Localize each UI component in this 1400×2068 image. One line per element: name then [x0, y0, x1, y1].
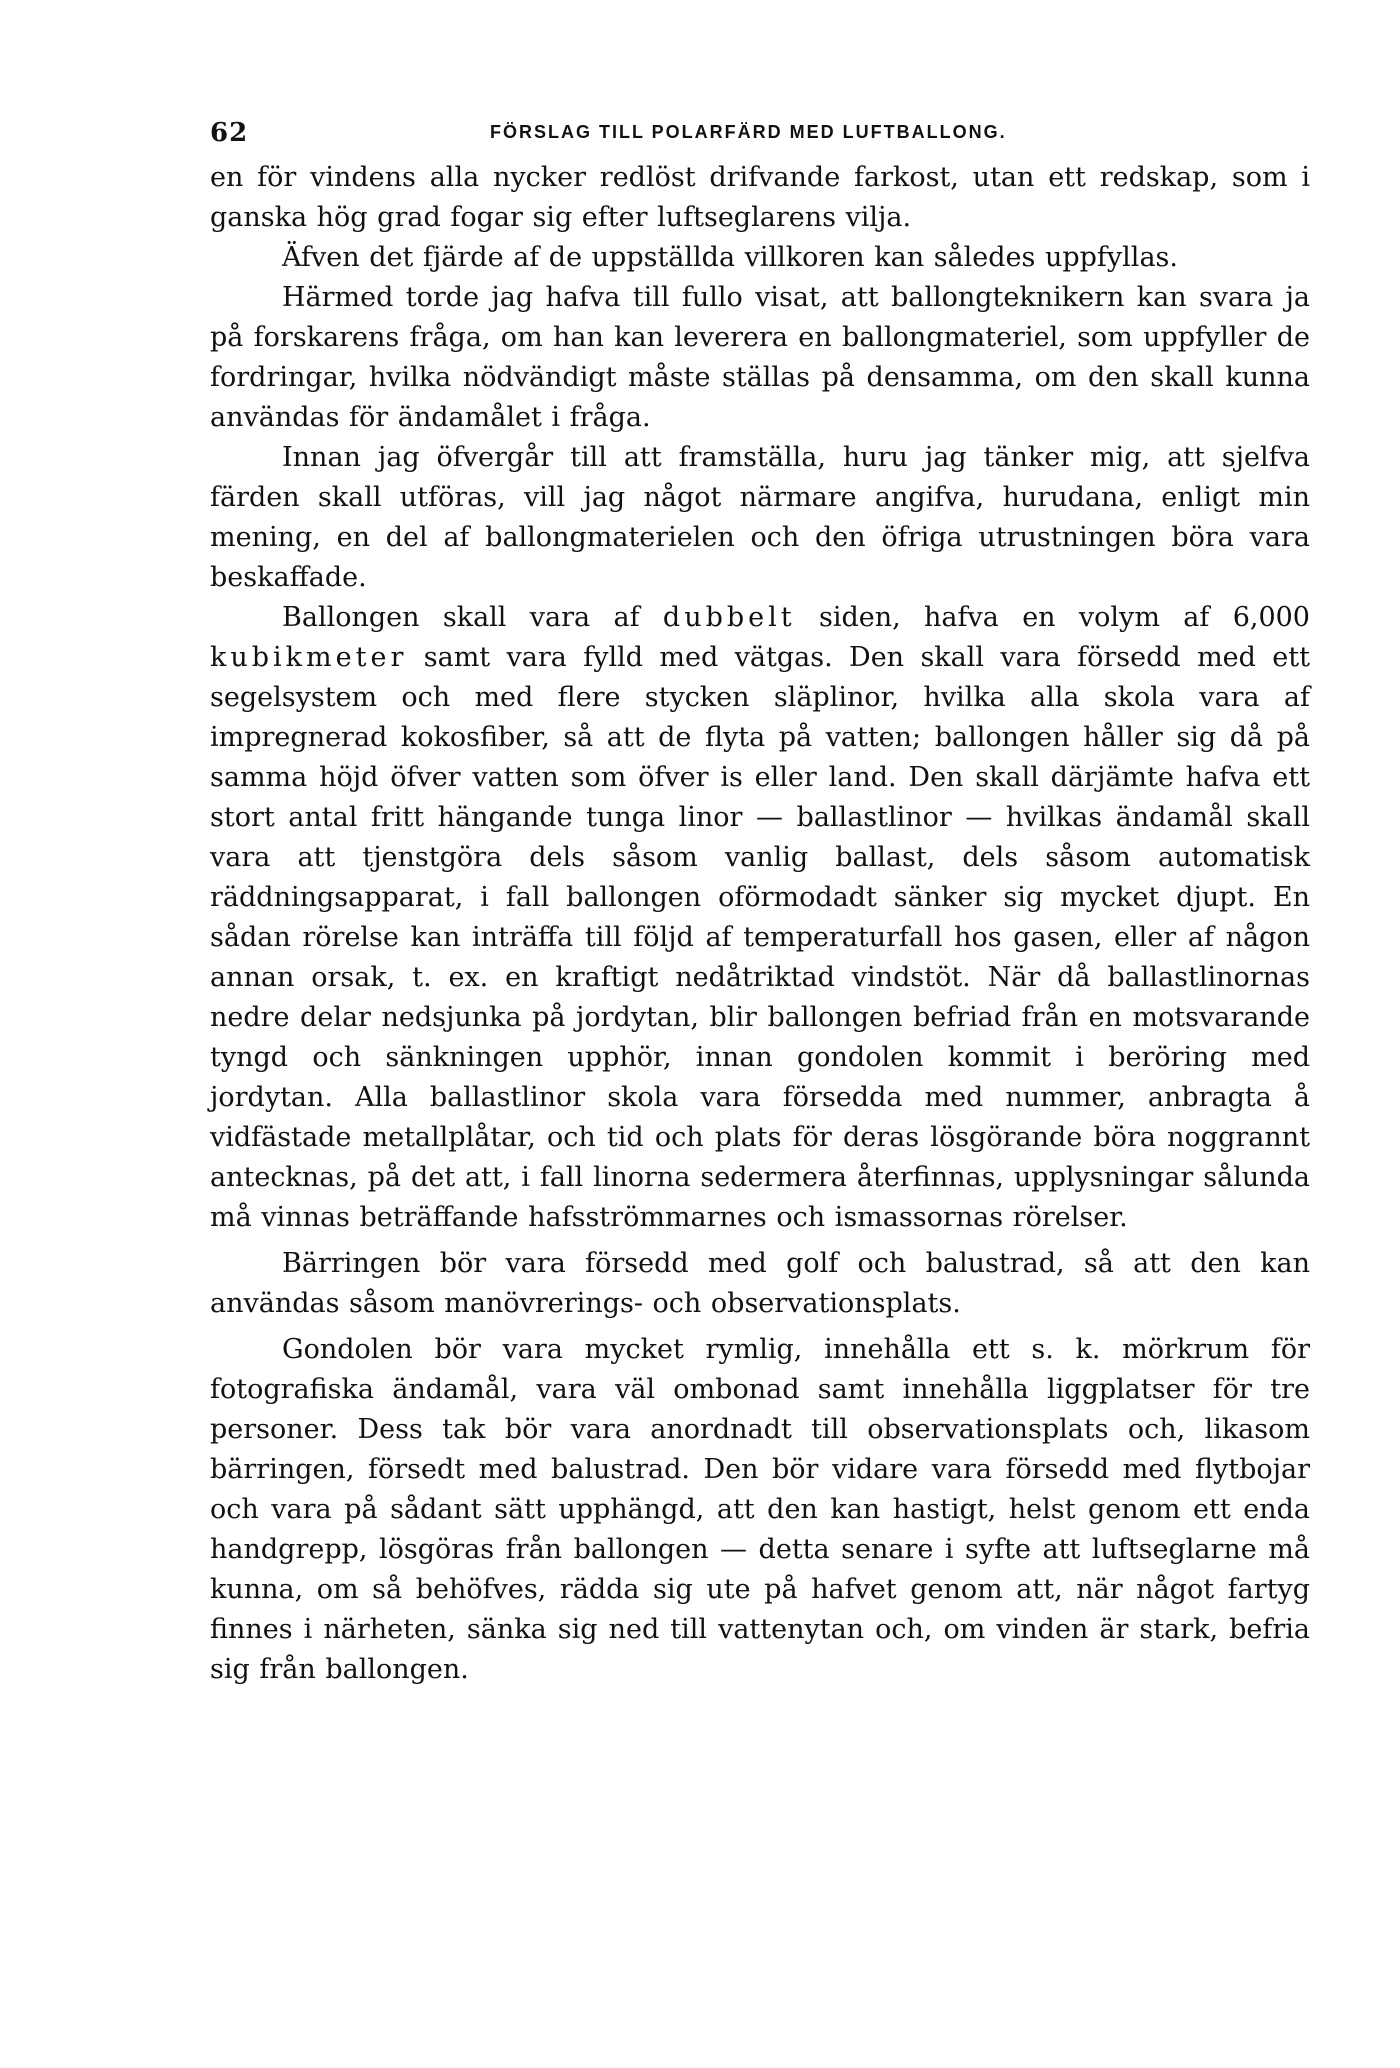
- paragraph-7: Gondolen bör vara mycket rymlig, innehålla ett s. k. mörkrum för fotografiska ändamål, vara väl ombonad samt innehålla liggplatser för tre personer. Dess tak bör vara anordnadt till observationsplats och, likasom bärringen, försedt med balustrad. Den bör vidare vara försedd med flytbojar och vara på sådant sätt upphängd, att den kan hastigt, helst genom ett enda handgrepp, lösgöras från ballongen — detta senare i syfte att luftseglarne må kunna, om så behöfves, rädda sig ute på hafvet genom att, när något fartyg finnes i närheten, sänka sig ned till vattenytan och, om vinden är stark, befria sig från ballongen.: [210, 1334, 1310, 1685]
- page-number: 62: [210, 118, 249, 148]
- paragraph-5-emphasis-dubbelt: dubbelt: [662, 602, 796, 633]
- book-page: [210, 118, 1310, 1690]
- paragraph-5: [210, 598, 1310, 1238]
- paragraph-5-part-c: samt vara fylld med vätgas. Den skall vara försedd med ett segelsystem och med flere stycken släplinor, hvilka alla skola vara af impregnerad kokosfiber, så att de flyta på vatten; ballongen håller sig då på samma höjd öfver vatten som öfver is eller land. Den skall därjämte hafva ett stort antal fritt hängande tunga linor — ballastlinor — hvilkas ändamål skall vara att tjenstgöra dels såsom vanlig ballast, dels såsom automatisk räddningsapparat, i fall ballongen oförmodadt sänker sig mycket djupt. En sådan rörelse kan inträffa till följd af temperaturfall hos gasen, eller af någon annan orsak, t. ex. en kraftigt nedåtriktad vindstöt. När då ballastlinornas nedre delar nedsjunka på jordytan, blir ballongen befriad från en motsvarande tyngd och sänkningen upphör, innan gondolen kommit i beröring med jordytan. Alla ballastlinor skola vara försedda med nummer, anbragta å vidfästade metallplåtar, och tid och plats för deras lösgörande böra noggrannt antecknas, på det att, i fall linorna sedermera återfinnas, upplysningar sålunda må vinnas beträffande hafsströmmarnes och ismassornas rörelser.: [210, 642, 1310, 1233]
- paragraph-2: Äfven det fjärde af de uppställda villkoren kan således uppfyllas.: [282, 242, 1178, 273]
- paragraph-1: en för vindens alla nycker redlöst drifvande farkost, utan ett redskap, som i ganska hög grad fogar sig efter luftseglarens vilja.: [210, 162, 1310, 233]
- paragraph-4: Innan jag öfvergår till att framställa, huru jag tänker mig, att sjelfva färden skall utföras, vill jag något närmare angifva, hurudana, enligt min mening, en del af ballongmaterielen och den öfriga utrustningen böra vara beskaffade.: [210, 442, 1310, 593]
- paragraph-3: Härmed torde jag hafva till fullo visat, att ballongteknikern kan svara ja på forskarens fråga, om han kan leverera en ballongmateriel, som uppfyller de fordringar, hvilka nödvändigt måste ställas på densamma, om den skall kunna användas för ändamålet i fråga.: [210, 282, 1310, 433]
- running-title: FÖRSLAG TILL POLARFÄRD MED LUFTBALLONG.: [490, 122, 1007, 142]
- paragraph-6: Bärringen bör vara försedd med golf och balustrad, så att den kan användas såsom manövrerings- och observationsplats.: [210, 1248, 1310, 1319]
- paragraph-5-part-a: Ballongen skall vara af: [282, 602, 663, 633]
- paragraph-5-part-b: siden, hafva en volym af 6,000: [795, 602, 1310, 633]
- running-head: [210, 118, 1310, 158]
- paragraph-5-emphasis-kubikmeter: kubikmeter: [210, 642, 408, 673]
